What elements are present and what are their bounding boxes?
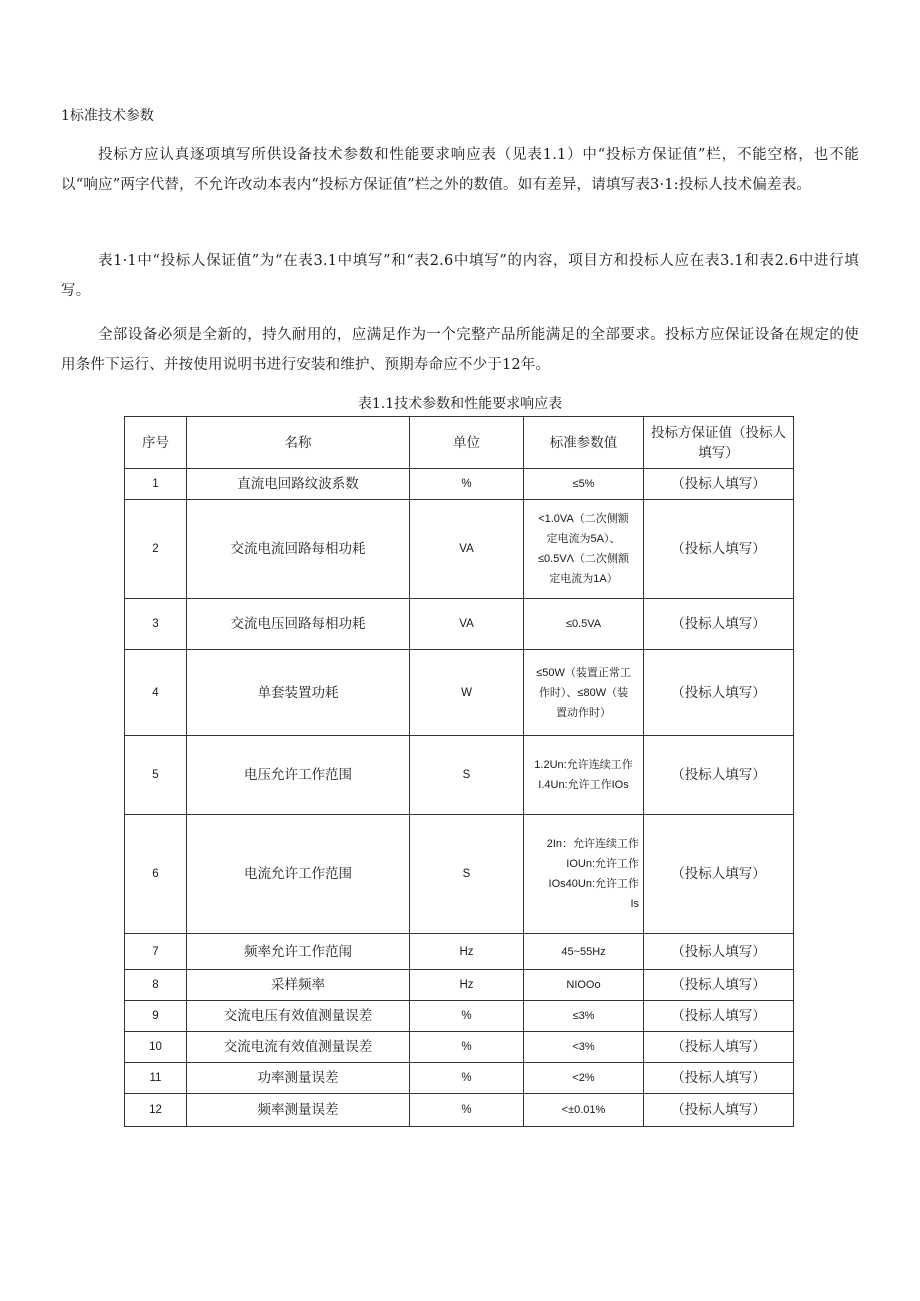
row-guarantee: （投标人填写） [644,599,794,650]
section-heading: 1标准技术参数 [61,108,154,124]
row-standard [524,736,644,815]
row-standard: NIOOo [524,970,644,1001]
row-no: 4 [125,650,187,736]
row-standard [524,815,644,934]
row-name: 采样频率 [187,970,410,1001]
row-no: 10 [125,1032,187,1063]
row-guarantee: （投标人填写） [644,934,794,970]
paragraph-response-instructions: 投标方应认真逐项填写所供设备技术参数和性能要求响应表（见表1.1）中“投标方保证值”栏，不能空格，也不能以“响应”两字代替，不允许改动本表内“投标方保证值”栏之外的数值。如有差异，请填写表3·1:投标人技术偏差表。 [61,147,859,193]
row-name: 单套装置功耗 [187,650,410,736]
row-standard: <3% [524,1032,644,1063]
row-unit: S [410,736,524,815]
row-no: 11 [125,1063,187,1094]
row-guarantee: （投标人填写） [644,736,794,815]
row-no: 2 [125,500,187,599]
table-row [125,599,794,650]
row-standard [524,500,644,599]
row-guarantee: （投标人填写） [644,815,794,934]
row-guarantee: （投标人填写） [644,1001,794,1032]
row-no: 3 [125,599,187,650]
table-row [125,815,794,934]
row-no: 8 [125,970,187,1001]
row-no: 12 [125,1094,187,1127]
row-no: 9 [125,1001,187,1032]
standard-line: Is [630,898,639,910]
row-unit: % [410,1063,524,1094]
row-unit: Hz [410,934,524,970]
standard-line: <1.0VA（二次侧额 [538,513,629,525]
paragraph-fill-instructions: 表1·1中“投标人保证值”为“在表3.1中填写”和“表2.6中填写”的内容，项目方和投标人应在表3.1和表2.6中进行填写。 [61,253,859,299]
row-unit: VA [410,599,524,650]
row-name: 交流电流回路每相功耗 [187,500,410,599]
row-name: 电压允许工作范围 [187,736,410,815]
header-guarantee-line1: 投标方保证值（投标人 [651,424,786,441]
row-standard: <±0.01% [524,1094,644,1127]
standard-line: 定电流为5A）、 [546,533,621,545]
row-guarantee: （投标人填写） [644,1094,794,1127]
row-guarantee: （投标人填写） [644,500,794,599]
header-name: 名称 [187,417,410,469]
standard-line: 作时）、≤80W（装 [538,686,629,699]
table-row [125,650,794,736]
standard-line: ≤0.5VΛ（二次侧额 [537,553,629,565]
header-unit: 单位 [410,417,524,469]
table-row [125,1032,794,1063]
row-guarantee: （投标人填写） [644,1063,794,1094]
standard-line: IOUn:允许工作 [566,858,639,870]
row-standard: 45~55Hz [524,934,644,970]
table-caption: 表1.1技术参数和性能要求响应表 [357,396,563,412]
row-no: 7 [125,934,187,970]
row-guarantee: （投标人填写） [644,970,794,1001]
standard-line: IOs40Un:允许工作 [548,878,639,890]
row-name: 交流电压回路每相功耗 [187,599,410,650]
standard-line: 置动作时） [556,706,611,719]
standard-line: ≤50W（装置正常工 [536,666,631,679]
table-row [125,1063,794,1094]
row-standard: ≤0.5VA [524,599,644,650]
row-unit: Hz [410,970,524,1001]
row-guarantee: （投标人填写） [644,1032,794,1063]
table-row [125,500,794,599]
row-standard [524,650,644,736]
row-no: 1 [125,469,187,500]
row-unit: % [410,469,524,500]
table-row [125,1094,794,1127]
row-name: 频率允许工作范闱 [187,934,410,970]
row-unit: % [410,1094,524,1127]
row-guarantee: （投标人填写） [644,650,794,736]
spec-response-table [124,416,794,1127]
header-guarantee [644,417,794,469]
table-row [125,934,794,970]
row-name: 交流电压有效值测量误差 [187,1001,410,1032]
row-standard: ≤3% [524,1001,644,1032]
row-unit: S [410,815,524,934]
paragraph-equipment-requirements: 全部设备必须是全新的，持久耐用的，应满足作为一个完整产品所能满足的全部要求。投标方应保证设备在规定的使用条件下运行、并按使用说明书进行安装和维护、预期寿命应不少于12年。 [61,327,859,373]
row-unit: % [410,1001,524,1032]
table-row [125,1001,794,1032]
row-name: 功率测量误差 [187,1063,410,1094]
table-row [125,736,794,815]
row-unit: % [410,1032,524,1063]
row-unit: VA [410,500,524,599]
row-standard: ≤5% [524,469,644,500]
row-name: 交流电流有效值测量误差 [187,1032,410,1063]
row-name: 频率测量误差 [187,1094,410,1127]
row-name: 直流电回路纹波系数 [187,469,410,500]
standard-line: 2In：允许连续工作 [546,838,639,850]
header-guarantee-line2: 填写） [698,444,739,461]
standard-line: I.4Un:允许工作IOs [538,779,629,791]
row-standard: <2% [524,1063,644,1094]
table-row [125,970,794,1001]
standard-line: 1.2Un:允许连续工作 [534,759,633,771]
header-no: 序号 [125,417,187,469]
row-no: 5 [125,736,187,815]
standard-line: 定电流为1A） [549,573,618,585]
row-no: 6 [125,815,187,934]
header-standard: 标准参数值 [524,417,644,469]
table-row [125,469,794,500]
row-unit: W [410,650,524,736]
table-header-row [125,417,794,469]
row-guarantee: （投标人填写） [644,469,794,500]
row-name: 电流允许工作范围 [187,815,410,934]
